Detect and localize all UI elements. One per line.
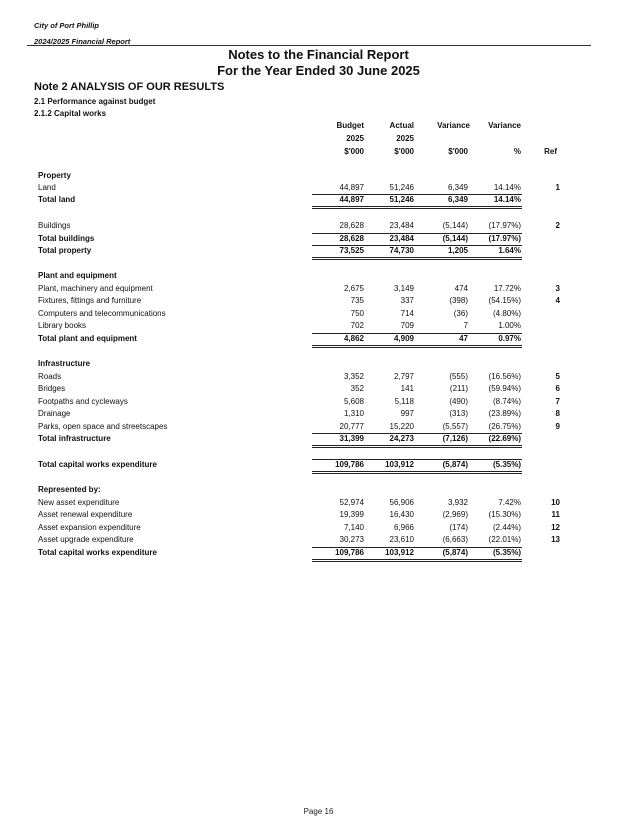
page-title: Notes to the Financial Report — [228, 47, 409, 62]
variance-percent: (26.75%) — [488, 422, 521, 431]
variance-percent: (2.44%) — [492, 523, 521, 532]
variance-percent: (59.94%) — [488, 384, 521, 393]
ref-number: 6 — [555, 384, 560, 393]
table-row — [0, 372, 637, 384]
variance-percent: (54.15%) — [488, 296, 521, 305]
row-label: Total capital works expenditure — [38, 460, 157, 469]
actual-value: 5,118 — [394, 397, 414, 406]
row-label: Infrastructure — [38, 359, 91, 368]
actual-value: 103,912 — [385, 460, 414, 469]
variance-value: (211) — [449, 384, 468, 393]
variance-value: 3,932 — [447, 498, 468, 507]
col-variance-l3: $'000 — [448, 147, 468, 156]
actual-value: 23,484 — [389, 234, 414, 243]
ref-number: 1 — [555, 183, 560, 192]
table-row — [0, 510, 637, 522]
row-label: Asset upgrade expenditure — [38, 535, 134, 544]
variance-percent: (17.97%) — [488, 221, 521, 230]
row-label: Buildings — [38, 221, 71, 230]
col-budget-l2: 2025 — [346, 134, 364, 143]
table-row — [0, 321, 637, 333]
ref-number: 4 — [555, 296, 560, 305]
budget-value: 2,675 — [343, 284, 364, 293]
row-label: Total plant and equipment — [38, 334, 137, 343]
total-double-rule — [312, 445, 522, 448]
variance-percent: 17.72% — [493, 284, 521, 293]
variance-value: (5,144) — [442, 234, 468, 243]
variance-value: (5,874) — [442, 460, 468, 469]
page-subtitle: For the Year Ended 30 June 2025 — [217, 63, 420, 78]
variance-percent: 0.97% — [498, 334, 521, 343]
row-label: Computers and telecommunications — [38, 309, 166, 318]
ref-number: 9 — [555, 422, 560, 431]
budget-value: 31,399 — [339, 434, 364, 443]
actual-value: 6,966 — [393, 523, 414, 532]
organisation-name: City of Port Phillip — [34, 21, 99, 30]
table-row — [0, 309, 637, 321]
ref-number: 7 — [555, 397, 560, 406]
actual-value: 74,730 — [389, 246, 414, 255]
variance-value: (174) — [449, 523, 468, 532]
actual-value: 337 — [400, 296, 414, 305]
row-label: Plant and equipment — [38, 271, 117, 280]
budget-value: 5,608 — [343, 397, 364, 406]
variance-percent: (17.97%) — [488, 234, 521, 243]
ref-number: 3 — [555, 284, 560, 293]
col-actual-l3: $'000 — [394, 147, 414, 156]
budget-value: 750 — [350, 309, 364, 318]
col-variance-l1: Variance — [437, 121, 470, 130]
variance-value: (313) — [449, 409, 468, 418]
budget-value: 3,352 — [343, 372, 364, 381]
variance-value: (5,874) — [442, 548, 468, 557]
variance-percent: 1.00% — [498, 321, 521, 330]
budget-value: 28,628 — [339, 221, 364, 230]
ref-number: 11 — [551, 510, 560, 519]
col-ref: Ref — [544, 147, 557, 156]
budget-value: 1,310 — [343, 409, 364, 418]
row-label: Total buildings — [38, 234, 95, 243]
row-label: Asset expansion expenditure — [38, 523, 141, 532]
row-label: Property — [38, 171, 71, 180]
variance-value: (6,663) — [442, 535, 468, 544]
actual-value: 997 — [400, 409, 414, 418]
row-label: Total land — [38, 195, 76, 204]
actual-value: 3,149 — [393, 284, 414, 293]
total-double-rule — [312, 559, 522, 562]
actual-value: 51,246 — [389, 195, 414, 204]
table-row — [0, 384, 637, 396]
budget-value: 109,786 — [335, 460, 364, 469]
table-row — [0, 397, 637, 409]
budget-value: 109,786 — [335, 548, 364, 557]
row-label: Parks, open space and streetscapes — [38, 422, 168, 431]
actual-value: 23,484 — [389, 221, 414, 230]
budget-value: 19,399 — [339, 510, 364, 519]
ref-number: 13 — [551, 535, 560, 544]
budget-value: 52,974 — [339, 498, 364, 507]
actual-value: 2,797 — [393, 372, 414, 381]
actual-value: 24,273 — [389, 434, 414, 443]
actual-value: 15,220 — [389, 422, 414, 431]
row-label: Plant, machinery and equipment — [38, 284, 153, 293]
table-row — [0, 221, 637, 233]
row-label: Library books — [38, 321, 87, 330]
variance-percent: (4.80%) — [492, 309, 521, 318]
actual-value: 4,909 — [393, 334, 414, 343]
section-row — [0, 485, 637, 497]
total-double-rule — [312, 345, 522, 348]
row-label: Land — [38, 183, 56, 192]
col-actual-l1: Actual — [389, 121, 414, 130]
variance-percent: 14.14% — [493, 195, 521, 204]
row-label: New asset expenditure — [38, 498, 120, 507]
row-label: Bridges — [38, 384, 66, 393]
variance-percent: (15.30%) — [488, 510, 521, 519]
section-row — [0, 271, 637, 283]
subsection-heading: 2.1.2 Capital works — [34, 109, 107, 118]
variance-value: (5,557) — [442, 422, 468, 431]
row-label: Total infrastructure — [38, 434, 111, 443]
col-actual-l2: 2025 — [396, 134, 414, 143]
actual-value: 16,430 — [389, 510, 414, 519]
ref-number: 12 — [551, 523, 560, 532]
table-row — [0, 296, 637, 308]
variance-percent: (22.69%) — [488, 434, 521, 443]
report-name: 2024/2025 Financial Report — [34, 37, 131, 46]
row-label: Footpaths and cycleways — [38, 397, 128, 406]
variance-percent: (23.89%) — [488, 409, 521, 418]
actual-value: 141 — [400, 384, 414, 393]
section-heading: 2.1 Performance against budget — [34, 97, 156, 106]
budget-value: 73,525 — [339, 246, 364, 255]
variance-percent: (8.74%) — [492, 397, 521, 406]
table-row — [0, 498, 637, 510]
variance-percent: (5.35%) — [492, 548, 521, 557]
variance-value: 6,349 — [447, 183, 468, 192]
row-label: Represented by: — [38, 485, 101, 494]
table-row — [0, 409, 637, 421]
page-number: Page 16 — [303, 807, 334, 816]
table-row — [0, 284, 637, 296]
actual-value: 56,906 — [389, 498, 414, 507]
variance-value: (5,144) — [442, 221, 468, 230]
row-label: Total property — [38, 246, 92, 255]
budget-value: 44,897 — [339, 195, 364, 204]
variance-value: (398) — [449, 296, 468, 305]
budget-value: 28,628 — [339, 234, 364, 243]
variance-percent: (16.56%) — [488, 372, 521, 381]
variance-value: (555) — [449, 372, 468, 381]
budget-value: 30,273 — [339, 535, 364, 544]
variance-value: 474 — [454, 284, 468, 293]
ref-number: 2 — [555, 221, 560, 230]
variance-percent: 7.42% — [498, 498, 521, 507]
row-label: Roads — [38, 372, 62, 381]
section-row — [0, 359, 637, 371]
variance-value: 47 — [459, 334, 468, 343]
ref-number: 10 — [551, 498, 560, 507]
budget-value: 702 — [350, 321, 364, 330]
variance-value: 1,205 — [447, 246, 468, 255]
col-variance-pct-l3: % — [513, 147, 521, 156]
row-label: Fixtures, fittings and furniture — [38, 296, 142, 305]
header-divider — [27, 45, 591, 46]
variance-value: (490) — [449, 397, 468, 406]
variance-value: 6,349 — [447, 195, 468, 204]
budget-value: 44,897 — [339, 183, 364, 192]
table-row — [0, 535, 637, 547]
actual-value: 23,610 — [389, 535, 414, 544]
section-row — [0, 171, 637, 183]
budget-value: 20,777 — [339, 422, 364, 431]
ref-number: 8 — [555, 409, 560, 418]
total-double-rule — [312, 206, 522, 209]
budget-value: 7,140 — [343, 523, 364, 532]
actual-value: 714 — [400, 309, 414, 318]
budget-value: 4,862 — [343, 334, 364, 343]
variance-percent: 14.14% — [493, 183, 521, 192]
note-heading: Note 2 ANALYSIS OF OUR RESULTS — [34, 81, 225, 93]
ref-number: 5 — [555, 372, 560, 381]
col-budget-l1: Budget — [336, 121, 364, 130]
row-label: Asset renewal expenditure — [38, 510, 133, 519]
row-label: Drainage — [38, 409, 71, 418]
budget-value: 735 — [350, 296, 364, 305]
variance-percent: (5.35%) — [492, 460, 521, 469]
col-budget-l3: $'000 — [344, 147, 364, 156]
total-double-rule — [312, 257, 522, 260]
variance-value: 7 — [463, 321, 468, 330]
col-variance-pct-l1: Variance — [488, 121, 521, 130]
actual-value: 709 — [400, 321, 414, 330]
table-row — [0, 523, 637, 535]
variance-value: (7,126) — [442, 434, 468, 443]
variance-percent: 1.64% — [498, 246, 521, 255]
variance-value: (2,969) — [442, 510, 468, 519]
budget-value: 352 — [350, 384, 364, 393]
actual-value: 51,246 — [389, 183, 414, 192]
variance-value: (36) — [453, 309, 468, 318]
total-double-rule — [312, 471, 522, 474]
actual-value: 103,912 — [385, 548, 414, 557]
row-label: Total capital works expenditure — [38, 548, 157, 557]
variance-percent: (22.01%) — [488, 535, 521, 544]
